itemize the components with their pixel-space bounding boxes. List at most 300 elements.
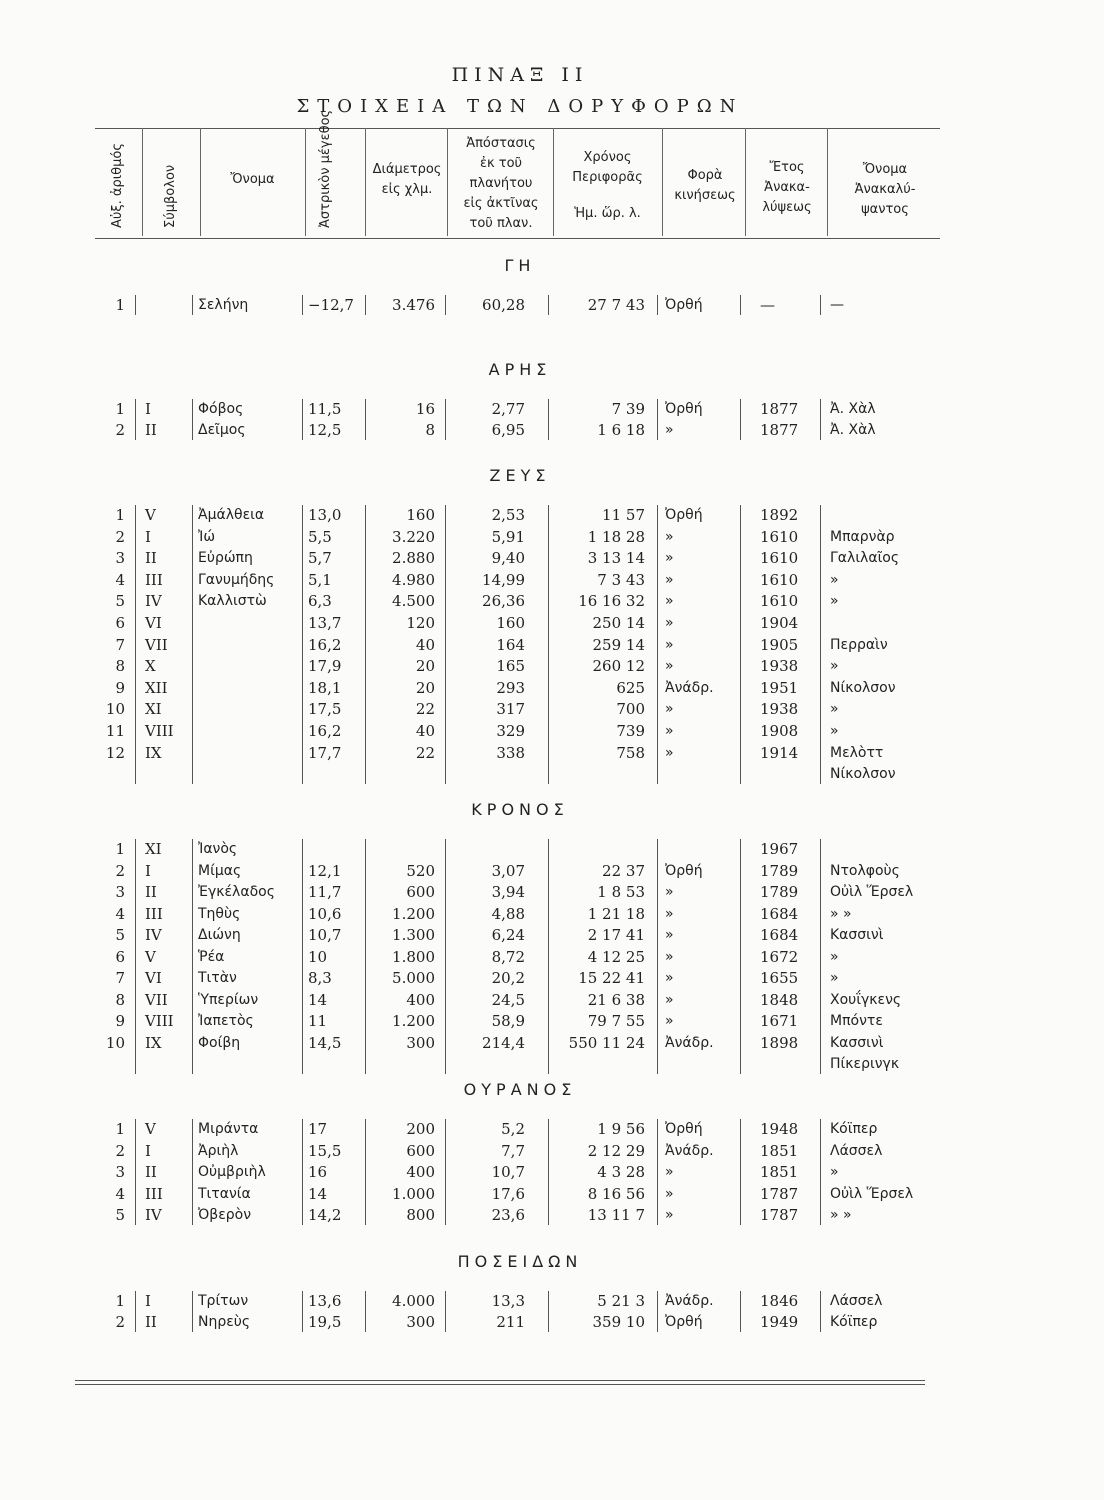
discovery-year: 1967: [760, 840, 799, 858]
distance: 211: [496, 1313, 525, 1331]
row-symbol: III: [145, 570, 163, 589]
row-symbol: XII: [145, 678, 168, 697]
diameter: 16: [415, 400, 435, 418]
row-symbol: I: [145, 527, 151, 546]
column-separator: [302, 1291, 303, 1332]
column-separator: [740, 1119, 741, 1225]
satellite-name: Τηθὺς: [198, 905, 241, 922]
row-number: 3: [115, 549, 125, 568]
distance: 293: [496, 678, 525, 697]
satellite-name: Ἀριὴλ: [198, 1142, 239, 1159]
distance: 14,99: [482, 570, 525, 589]
column-separator: [820, 505, 821, 784]
discoverer: —: [830, 297, 844, 313]
row-number: 8: [115, 657, 125, 676]
table-row: [0, 526, 1040, 548]
header-bottom-rule: [95, 238, 940, 239]
direction: Ἀνάδρ.: [665, 679, 714, 696]
row-symbol: V: [145, 506, 156, 524]
table-row: [0, 967, 1040, 989]
satellite-name: Δεῖμος: [198, 422, 246, 438]
satellite-name: Φοίβη: [198, 1034, 241, 1051]
discovery-year: 1610: [760, 570, 799, 589]
discoverer: Οὐὶλ Ἕρσελ: [830, 1185, 914, 1202]
header-distance: Ἀπόστασις ἐκ τοῦ πλανήτου εἰς ἀκτῖνας τοῦ πλαν.: [463, 136, 539, 231]
row-number: 10: [105, 700, 125, 719]
table-row: [0, 946, 1040, 968]
magnitude: 11,7: [308, 883, 342, 901]
row-number: 5: [115, 592, 125, 611]
row-number: 2: [115, 861, 125, 880]
distance: 6,24: [491, 926, 525, 944]
column-separator: [135, 295, 136, 315]
magnitude: 14,2: [308, 1206, 342, 1224]
column-separator: [445, 839, 446, 1074]
row-symbol: IV: [145, 926, 162, 944]
row-symbol: V: [145, 1120, 156, 1138]
magnitude: 10,6: [308, 904, 342, 923]
table-row: [0, 989, 1040, 1011]
diameter: 300: [406, 1313, 435, 1331]
discoverer: »: [830, 970, 839, 986]
distance: 10,7: [491, 1163, 525, 1181]
direction: »: [665, 1185, 674, 1202]
row-number: 7: [115, 969, 125, 987]
discovery-year: 1684: [760, 904, 799, 923]
distance: 2,53: [491, 506, 525, 524]
row-symbol: II: [145, 421, 157, 439]
period: 260 12: [592, 657, 645, 676]
table-row: [0, 1161, 1040, 1183]
distance: 164: [496, 635, 525, 654]
header-separator: [305, 128, 306, 236]
column-separator: [365, 295, 366, 315]
magnitude: 13,6: [308, 1292, 342, 1310]
magnitude: 8,3: [308, 969, 332, 987]
discoverer: Ἀ. Χὰλ: [830, 401, 876, 417]
satellite-name: Ὑπερίων: [198, 991, 259, 1008]
table-row: [0, 838, 1040, 860]
column-separator: [192, 1119, 193, 1225]
discovery-year: 1877: [760, 421, 799, 439]
row-number: 11: [105, 722, 125, 740]
magnitude: 15,5: [308, 1141, 342, 1160]
diameter: 800: [406, 1206, 435, 1224]
direction: »: [665, 701, 674, 718]
row-number: 2: [115, 421, 125, 439]
direction: »: [665, 991, 674, 1008]
column-separator: [548, 505, 549, 784]
row-number: 12: [105, 743, 125, 762]
diameter: 1.300: [392, 926, 435, 944]
distance: 3,94: [491, 883, 525, 901]
magnitude: 5,5: [308, 527, 332, 546]
row-number: 4: [115, 570, 125, 589]
header-separator: [200, 128, 201, 236]
table-row: [0, 1118, 1040, 1140]
discovery-year: 1672: [760, 947, 799, 966]
discovery-year: 1948: [760, 1120, 799, 1138]
table-row: [0, 504, 1040, 526]
direction: »: [665, 422, 674, 438]
discoverer: Μελὸττ: [830, 744, 884, 761]
header-discoverer: Ὄνομα Ἀνακαλύ- ψαντος: [854, 162, 916, 217]
period: 758: [616, 743, 645, 762]
distance: 4,88: [491, 904, 525, 923]
row-symbol: VIII: [145, 1012, 174, 1030]
direction: Ὀρθή: [665, 1121, 703, 1137]
section-heading: ΟΥΡΑΝΟΣ: [463, 1080, 577, 1099]
column-separator: [740, 399, 741, 440]
direction: »: [665, 927, 674, 943]
header-separator: [745, 128, 746, 236]
column-separator: [302, 505, 303, 784]
discovery-year: 1671: [760, 1012, 799, 1030]
period: 4 3 28: [597, 1163, 645, 1181]
table-row: [0, 881, 1040, 903]
direction: »: [665, 723, 674, 739]
period: 22 37: [602, 861, 645, 880]
column-separator: [192, 1291, 193, 1332]
satellite-name: Μίμας: [198, 862, 242, 879]
diameter: 160: [406, 506, 435, 524]
discovery-year: 1892: [760, 506, 799, 524]
distance: 9,40: [491, 549, 525, 568]
column-separator: [192, 295, 193, 315]
magnitude: 17: [308, 1120, 328, 1138]
row-symbol: III: [145, 1184, 163, 1203]
diameter: 8: [425, 421, 435, 439]
section-heading: ΚΡΟΝΟΣ: [471, 800, 569, 819]
column-separator: [548, 839, 549, 1074]
column-separator: [192, 839, 193, 1074]
table-row: [0, 924, 1040, 946]
period: 625: [616, 678, 645, 697]
satellite-name: Ἰανὸς: [198, 841, 238, 857]
section-heading: ΖΕΥΣ: [489, 466, 551, 485]
footer-rule: [75, 1380, 925, 1381]
discovery-year: 1938: [760, 657, 799, 676]
row-number: 2: [115, 1313, 125, 1331]
diameter: 20: [415, 657, 435, 676]
column-separator: [820, 1291, 821, 1332]
column-separator: [135, 1291, 136, 1332]
magnitude: −12,7: [308, 296, 354, 314]
discovery-year: 1787: [760, 1206, 799, 1224]
magnitude: 6,3: [308, 592, 332, 611]
row-symbol: I: [145, 400, 151, 418]
magnitude: 14: [308, 1184, 328, 1203]
discoverer: »: [830, 1164, 839, 1180]
diameter: 1.200: [392, 904, 435, 923]
distance: 60,28: [482, 296, 525, 314]
row-number: 7: [115, 635, 125, 654]
table-row: [0, 1183, 1040, 1205]
discoverer: Οὐὶλ Ἕρσελ: [830, 884, 914, 900]
diameter: 4.000: [392, 1292, 435, 1310]
column-separator: [657, 295, 658, 315]
row-number: 3: [115, 1163, 125, 1181]
row-symbol: XI: [145, 700, 162, 719]
diameter: 4.500: [392, 592, 435, 611]
header-year: Ἔτος Ἀνακα- λύψεως: [762, 160, 812, 215]
diameter: 2.880: [392, 549, 435, 568]
period: 5 21 3: [597, 1292, 645, 1310]
column-separator: [445, 505, 446, 784]
row-number: 1: [115, 1292, 125, 1310]
distance: 26,36: [482, 592, 525, 611]
distance: 329: [496, 722, 525, 740]
column-separator: [135, 839, 136, 1074]
row-number: 9: [115, 1012, 125, 1030]
direction: »: [665, 550, 674, 567]
row-number: 5: [115, 926, 125, 944]
distance: 13,3: [491, 1292, 525, 1310]
column-separator: [302, 295, 303, 315]
direction: Ἀνάδρ.: [665, 1142, 714, 1159]
row-symbol: V: [145, 947, 156, 966]
direction: »: [665, 884, 674, 900]
magnitude: 12,5: [308, 421, 342, 439]
discovery-year: 1846: [760, 1292, 799, 1310]
row-number: 4: [115, 904, 125, 923]
header-separator: [662, 128, 663, 236]
table-row: [0, 1311, 1040, 1333]
column-separator: [365, 399, 366, 440]
header-diameter: Διάμετρος εἰς χλμ.: [372, 162, 442, 197]
column-separator: [192, 505, 193, 784]
column-separator: [740, 839, 741, 1074]
discoverer: Κόϊπερ: [830, 1314, 878, 1330]
discovery-year: 1610: [760, 549, 799, 568]
satellite-name: Γανυμήδης: [198, 571, 275, 588]
magnitude: 17,9: [308, 657, 342, 676]
diameter: 22: [415, 700, 435, 719]
column-separator: [548, 1291, 549, 1332]
discovery-year: 1789: [760, 883, 799, 901]
header-separator: [142, 128, 143, 236]
diameter: 600: [406, 1141, 435, 1160]
diameter: 120: [406, 614, 435, 632]
satellite-name: Ἰώ: [198, 528, 216, 545]
discovery-year: 1848: [760, 990, 799, 1009]
discovery-year: 1851: [760, 1141, 799, 1160]
table-row: [0, 763, 1040, 785]
table-row: [0, 612, 1040, 634]
column-separator: [302, 839, 303, 1074]
satellite-name: Τρίτων: [198, 1293, 249, 1309]
diameter: 3.220: [392, 527, 435, 546]
row-symbol: I: [145, 1292, 151, 1310]
column-separator: [365, 1291, 366, 1332]
discoverer: » »: [830, 905, 852, 922]
column-separator: [740, 505, 741, 784]
period: 1 9 56: [597, 1120, 645, 1138]
column-separator: [445, 295, 446, 315]
period: 8 16 56: [587, 1184, 645, 1203]
distance: 23,6: [491, 1206, 525, 1224]
direction: »: [665, 658, 674, 675]
period: 4 12 25: [587, 947, 645, 966]
period: 700: [616, 700, 645, 719]
distance: 17,6: [491, 1184, 525, 1203]
row-symbol: XI: [145, 840, 162, 858]
table-row: [0, 569, 1040, 591]
direction: »: [665, 615, 674, 631]
satellite-name: Ἀμάλθεια: [198, 507, 265, 523]
table-number: ΠΙΝΑΞ ΙΙ: [451, 64, 589, 86]
header-separator: [553, 128, 554, 236]
table-row: [0, 294, 1040, 316]
column-separator: [445, 1119, 446, 1225]
column-separator: [657, 1291, 658, 1332]
period: 739: [616, 722, 645, 740]
distance: 214,4: [482, 1033, 525, 1052]
distance: 8,72: [491, 947, 525, 966]
row-symbol: VI: [145, 969, 162, 987]
magnitude: 18,1: [308, 678, 342, 697]
diameter: 600: [406, 883, 435, 901]
table-row: [0, 1053, 1040, 1075]
column-separator: [135, 1119, 136, 1225]
magnitude: 16: [308, 1163, 328, 1181]
header-direction: Φορὰ κινήσεως: [674, 168, 736, 203]
row-symbol: II: [145, 549, 157, 568]
discovery-year: 1789: [760, 861, 799, 880]
magnitude: 12,1: [308, 861, 342, 880]
header-top-rule: [95, 128, 940, 129]
direction: Ὀρθή: [665, 297, 703, 313]
direction: Ὀρθή: [665, 1314, 703, 1330]
table-row: [0, 1010, 1040, 1032]
direction: »: [665, 636, 674, 653]
discoverer: Κόϊπερ: [830, 1121, 878, 1137]
column-separator: [548, 1119, 549, 1225]
direction: Ὀρθή: [665, 862, 703, 879]
table-row: [0, 677, 1040, 699]
magnitude: 13,7: [308, 614, 342, 632]
period: 250 14: [592, 614, 645, 632]
row-number: 9: [115, 678, 125, 697]
direction: »: [665, 1013, 674, 1029]
magnitude: 11: [308, 1012, 328, 1030]
satellite-name: Ἐγκέλαδος: [198, 884, 275, 900]
column-separator: [302, 1119, 303, 1225]
period: 1 18 28: [587, 527, 645, 546]
discovery-year: 1851: [760, 1163, 799, 1181]
direction: »: [665, 744, 674, 761]
period: 16 16 32: [578, 592, 645, 611]
discoverer: »: [830, 723, 839, 739]
magnitude: 5,1: [308, 570, 332, 589]
discoverer: »: [830, 701, 839, 718]
table-row: [0, 1204, 1040, 1226]
direction: »: [665, 970, 674, 986]
row-number: 1: [115, 296, 125, 314]
diameter: 3.476: [392, 296, 435, 314]
satellite-name: Ῥέα: [198, 948, 225, 965]
discovery-year: 1610: [760, 527, 799, 546]
discoverer: Λάσσελ: [830, 1293, 883, 1309]
row-symbol: VIII: [145, 722, 174, 740]
discoverer: »: [830, 593, 839, 610]
distance: 58,9: [491, 1012, 525, 1030]
section-heading: ΑΡΗΣ: [488, 360, 552, 379]
period: 1 6 18: [597, 421, 645, 439]
row-number: 8: [115, 990, 125, 1009]
discoverer: Ντολφοὺς: [830, 862, 900, 879]
diameter: 40: [415, 635, 435, 654]
distance: 165: [496, 657, 525, 676]
magnitude: 16,2: [308, 722, 342, 740]
discovery-year: 1684: [760, 926, 799, 944]
satellite-name: Ὀβερὸν: [198, 1207, 252, 1223]
period: 79 7 55: [587, 1012, 645, 1030]
discoverer: Μπόντε: [830, 1013, 883, 1029]
direction: »: [665, 1164, 674, 1180]
discovery-year: 1898: [760, 1033, 799, 1052]
period: 2 12 29: [587, 1141, 645, 1160]
row-symbol: IX: [145, 1033, 162, 1052]
discoverer: Χουΐγκενς: [830, 991, 902, 1008]
row-number: 5: [115, 1206, 125, 1224]
discoverer: Νίκολσον: [830, 679, 896, 696]
column-separator: [657, 399, 658, 440]
header-name: Ὄνομα: [230, 172, 275, 187]
magnitude: 10,7: [308, 926, 342, 944]
row-symbol: I: [145, 861, 151, 880]
column-separator: [548, 399, 549, 440]
discoverer: Περραὶν: [830, 636, 888, 653]
column-separator: [192, 399, 193, 440]
column-separator: [820, 839, 821, 1074]
distance: 3,07: [491, 861, 525, 880]
header-separator: [827, 128, 828, 236]
row-symbol: I: [145, 1141, 151, 1160]
diameter: 22: [415, 743, 435, 762]
satellite-name: Φόβος: [198, 401, 244, 417]
section-heading: ΠΟΣΕΙΔΩΝ: [457, 1252, 583, 1271]
column-separator: [135, 505, 136, 784]
row-symbol: VI: [145, 614, 162, 632]
discoverer: Ἀ. Χὰλ: [830, 422, 876, 438]
period: 2 17 41: [587, 926, 645, 944]
header-number: Αὐξ. ἀριθμός: [110, 143, 125, 228]
magnitude: 17,5: [308, 700, 342, 719]
discovery-year: 1938: [760, 700, 799, 719]
period: 7 39: [611, 400, 645, 418]
discovery-year: 1904: [760, 614, 799, 632]
row-symbol: II: [145, 1313, 157, 1331]
satellite-name: Τιτανία: [198, 1185, 251, 1202]
discovery-year: 1877: [760, 400, 799, 418]
direction: »: [665, 948, 674, 965]
magnitude: 14: [308, 990, 328, 1009]
row-number: 2: [115, 527, 125, 546]
table-row: [0, 634, 1040, 656]
table-row: [0, 720, 1040, 742]
row-symbol: II: [145, 1163, 157, 1181]
direction: »: [665, 528, 674, 545]
discovery-year: 1914: [760, 743, 799, 762]
diameter: 520: [406, 861, 435, 880]
column-separator: [135, 399, 136, 440]
column-separator: [365, 839, 366, 1074]
distance: 2,77: [491, 400, 525, 418]
row-number: 1: [115, 1120, 125, 1138]
discovery-year: 1949: [760, 1313, 799, 1331]
row-number: 6: [115, 947, 125, 966]
